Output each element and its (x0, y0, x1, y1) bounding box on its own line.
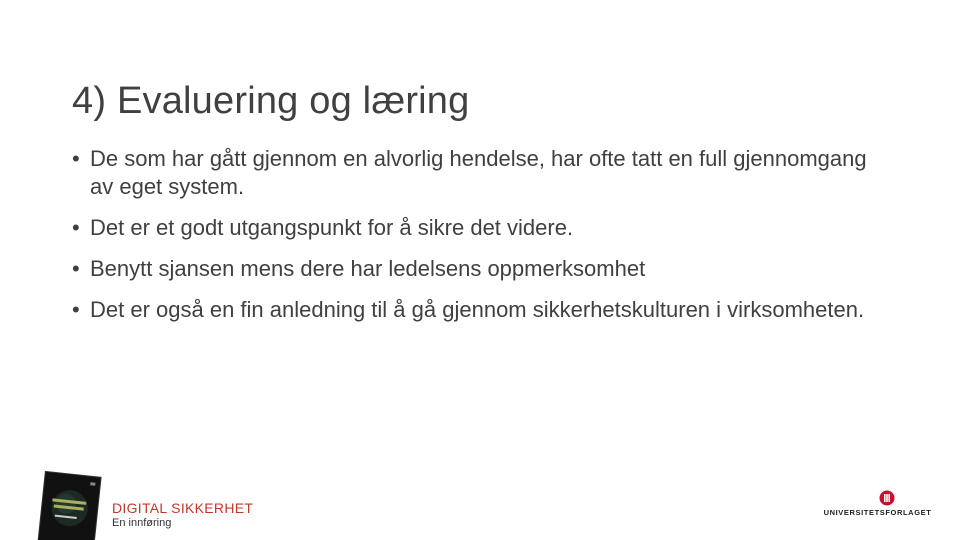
book-cover-image (32, 470, 104, 540)
slide-title: 4) Evaluering og læring (72, 80, 470, 122)
bullet-item (72, 296, 872, 324)
publisher-name: UNIVERSITETSFORLAGET (823, 508, 932, 517)
bullet-item (72, 255, 872, 283)
bullet-item (72, 214, 872, 242)
bullet-marker: • (72, 297, 80, 322)
bullet-text: Det er også en fin anledning til å gå gjennom sikkerhetskulturen i virksomheten. (90, 297, 865, 322)
bullet-marker: • (72, 215, 80, 240)
bullet-marker: • (72, 256, 80, 281)
bullet-item (72, 145, 872, 201)
bullet-marker: • (72, 146, 80, 171)
brand-block (112, 500, 253, 530)
publisher-logo (815, 488, 940, 520)
bullet-text: Det er et godt utgangspunkt for å sikre det videre. (90, 215, 574, 240)
publisher-mark-icon (879, 490, 895, 506)
brand-subtitle: En innføring (112, 517, 172, 529)
brand-name: DIGITAL SIKKERHET (112, 500, 254, 516)
bullet-text: Benytt sjansen mens dere har ledelsens oppmerksomhet (90, 256, 646, 281)
bullet-text: De som har gått gjennom en alvorlig hendelse, har ofte tatt en full gjennomgang av eget system. (90, 146, 867, 199)
bullet-list (72, 145, 872, 337)
